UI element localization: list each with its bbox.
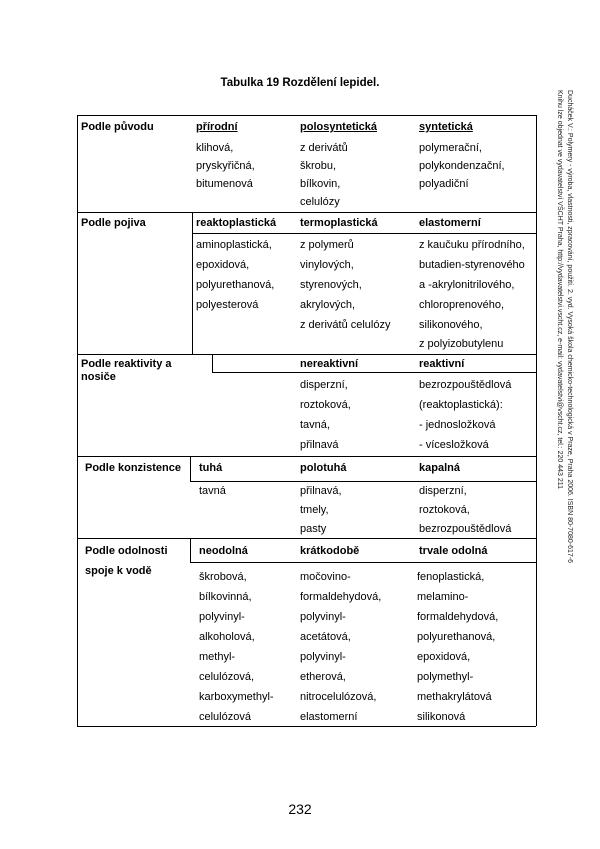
column-header: neodolná (199, 545, 248, 557)
cell: alkoholová, (199, 631, 255, 643)
cell: silikonová (417, 711, 466, 723)
cell: chloroprenového, (419, 299, 505, 311)
column-header: syntetická (419, 121, 473, 133)
table-line (190, 562, 536, 563)
cell: celulózy (300, 196, 340, 208)
side-note-line: Ducháček V.: Polymery - výroba, vlastnosti, zpracování, použití. 2. vyd. Vysoká škola chemicko-technologická v Praze, Praha 2006. ISBN 80-7080-617-6 (566, 90, 573, 563)
cell: akrylových, (300, 299, 356, 311)
cell: tmely, (300, 504, 329, 516)
row-label: Podle odolnosti (85, 545, 168, 557)
cell: celulózová (199, 711, 251, 723)
table-line (77, 115, 78, 726)
cell: formaldehydová, (417, 611, 499, 623)
cell: škrobová, (199, 571, 247, 583)
cell: disperzní, (300, 379, 348, 391)
row-label: spoje k vodě (85, 565, 152, 577)
cell: z polymerů (300, 239, 354, 251)
cell: přilnavá, (300, 485, 342, 497)
cell: polyurethanová, (196, 279, 275, 291)
cell: karboxymethyl- (199, 691, 274, 703)
cell: celulózová, (199, 671, 255, 683)
cell: bezrozpouštědlová (419, 379, 512, 391)
row-label: Podle reaktivity a (81, 358, 172, 370)
cell: disperzní, (419, 485, 467, 497)
cell: z polyizobutylenu (419, 338, 504, 350)
column-header: reaktivní (419, 358, 465, 370)
cell: z kaučuku přírodního, (419, 239, 525, 251)
cell: a -akrylonitrilového, (419, 279, 515, 291)
column-header: termoplastická (300, 217, 378, 229)
cell: elastomerní (300, 711, 358, 723)
cell: polykondenzační, (419, 160, 505, 172)
cell: polyvinyl- (300, 651, 346, 663)
table-line (77, 456, 536, 457)
column-header: přírodní (196, 121, 238, 133)
row-label: Podle konzistence (85, 462, 181, 474)
cell: methyl- (199, 651, 236, 663)
cell: (reaktoplastická): (419, 399, 503, 411)
page-number: 232 (288, 801, 312, 817)
column-header: polosyntetická (300, 121, 378, 133)
table-line (77, 212, 536, 213)
cell: fenoplastická, (417, 571, 485, 583)
cell: acetátová, (300, 631, 351, 643)
cell: - vícesložková (419, 439, 489, 451)
table-line (77, 538, 536, 539)
table-line (192, 233, 536, 234)
cell: přilnavá (300, 439, 339, 451)
table-line (212, 354, 213, 372)
cell: silikonového, (419, 319, 483, 331)
cell: polyesterová (196, 299, 259, 311)
table-line (77, 354, 536, 355)
column-header: reaktoplastická (196, 217, 277, 229)
cell: polyurethanová, (417, 631, 496, 643)
cell: bezrozpouštědlová (419, 523, 512, 535)
cell: močovino- (300, 571, 351, 583)
table-line (536, 115, 537, 726)
row-label: Podle pojiva (81, 217, 146, 229)
cell: z derivátů celulózy (300, 319, 391, 331)
cell: formaldehydová, (300, 591, 382, 603)
cell: - jednosložková (419, 419, 496, 431)
row-label: nosiče (81, 371, 116, 383)
cell: polyvinyl- (199, 611, 245, 623)
table-line (190, 538, 191, 562)
cell: epoxidová, (196, 259, 250, 271)
table-line (190, 481, 536, 482)
side-note-line: Knihu lze objednat ve vydavatelství VŠCHT Praha, http://vydavatelstvi.vscht.cz, e-mail: vydavatelstvi@vscht.cz, tel.: 220 443 211 (556, 90, 564, 490)
cell: bitumenová (196, 178, 253, 190)
cell: methakrylátová (417, 691, 492, 703)
cell: vinylových, (300, 259, 354, 271)
column-header: krátkodobě (300, 545, 360, 557)
column-header: elastomerní (419, 217, 481, 229)
cell: polymerační, (419, 142, 482, 154)
table-line (212, 372, 536, 373)
cell: klihová, (196, 142, 234, 154)
cell: tavná (199, 485, 226, 497)
cell: etherová, (300, 671, 346, 683)
column-header: trvale odolná (419, 545, 488, 557)
cell: polymethyl- (417, 671, 474, 683)
cell: melamino- (417, 591, 469, 603)
column-header: tuhá (199, 462, 223, 474)
cell: pasty (300, 523, 327, 535)
row-label: Podle původu (81, 121, 154, 133)
cell: bílkovin, (300, 178, 341, 190)
table-line (77, 115, 536, 116)
column-header: kapalná (419, 462, 460, 474)
table-line (77, 726, 536, 727)
cell: styrenových, (300, 279, 362, 291)
column-header: polotuhá (300, 462, 347, 474)
cell: butadien-styrenového (419, 259, 525, 271)
cell: roztoková, (419, 504, 470, 516)
cell: z derivátů (300, 142, 348, 154)
cell: polyvinyl- (300, 611, 346, 623)
cell: bílkovinná, (199, 591, 252, 603)
cell: škrobu, (300, 160, 337, 172)
column-header: nereaktivní (300, 358, 359, 370)
side-note (555, 90, 574, 650)
cell: tavná, (300, 419, 330, 431)
document-title: Tabulka 19 Rozdělení lepidel. (220, 77, 380, 89)
cell: epoxidová, (417, 651, 471, 663)
cell: aminoplastická, (196, 239, 272, 251)
cell: pryskyřičná, (196, 160, 255, 172)
cell: roztoková, (300, 399, 351, 411)
cell: polyadiční (419, 178, 469, 190)
cell: nitrocelulózová, (300, 691, 377, 703)
table-line (190, 456, 191, 482)
